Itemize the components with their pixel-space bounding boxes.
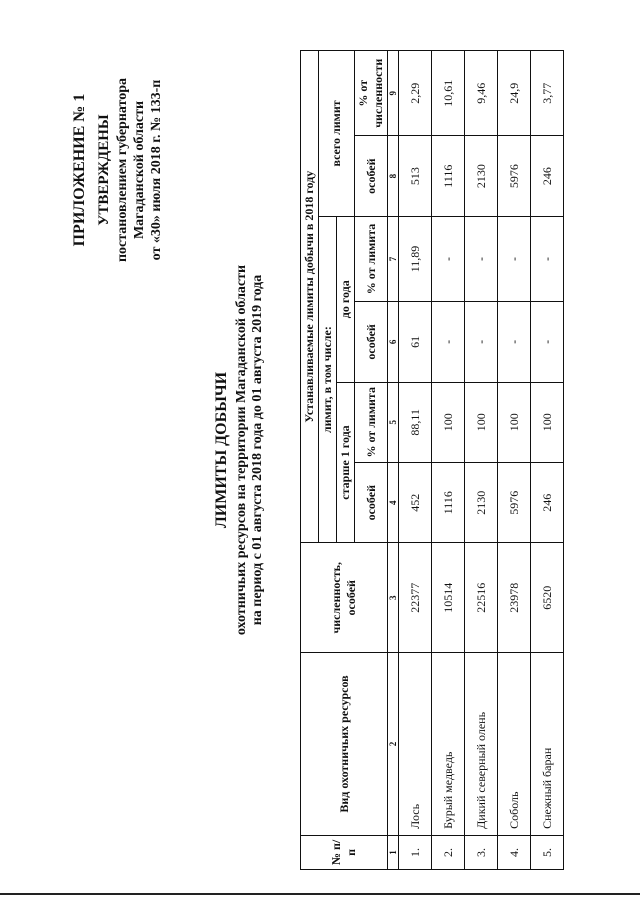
document-subtitle-1: охотничьих ресурсов на территории Магаданской области	[234, 264, 249, 636]
header-total-count: особей	[355, 136, 388, 216]
row-population: 22377	[399, 543, 432, 653]
row-older-pct: 100	[498, 382, 531, 462]
row-num: 1.	[399, 835, 432, 869]
row-population: 22516	[465, 543, 498, 653]
header-total: всего лимит	[319, 51, 355, 217]
header-younger-count: особей	[355, 302, 388, 382]
header-younger: до года	[337, 216, 355, 382]
table-row	[432, 51, 465, 870]
row-younger-pct: 11,89	[399, 216, 432, 301]
header-older-pct: % от лимита	[355, 382, 388, 462]
table-row	[498, 51, 531, 870]
table-row	[465, 51, 498, 870]
document-title: ЛИМИТЫ ДОБЫЧИ	[213, 371, 230, 529]
row-younger-pct: -	[465, 216, 498, 301]
row-num: 4.	[498, 835, 531, 869]
approved-label: УТВЕРЖДЕНЫ	[96, 114, 112, 226]
decree-line: постановлением губернатора	[115, 77, 130, 263]
title-block	[210, 170, 266, 730]
decree-date-line: от «30» июля 2018 г. № 133-п	[149, 79, 164, 261]
row-older-count: 1116	[432, 463, 465, 543]
row-older-pct: 100	[432, 382, 465, 462]
header-younger-pct: % от лимита	[355, 216, 388, 301]
row-num: 2.	[432, 835, 465, 869]
row-total-count: 5976	[498, 136, 531, 216]
approval-block	[70, 50, 165, 290]
row-num: 5.	[531, 835, 564, 869]
row-older-count: 246	[531, 463, 564, 543]
column-number: 9	[388, 51, 399, 136]
column-number: 6	[388, 302, 399, 382]
header-population: численность, особей	[301, 543, 388, 653]
row-num: 3.	[465, 835, 498, 869]
header-older-count: особей	[355, 463, 388, 543]
row-younger-count: 61	[399, 302, 432, 382]
row-older-count: 2130	[465, 463, 498, 543]
header-older: старше 1 года	[337, 382, 355, 543]
column-number: 4	[388, 463, 399, 543]
rotated-sheet	[10, 30, 610, 890]
row-name: Лось	[399, 653, 432, 836]
column-number: 2	[388, 653, 399, 836]
limits-table	[300, 50, 564, 870]
column-number: 3	[388, 543, 399, 653]
header-limits-group: Устанавливаемые лимиты добычи в 2018 году	[301, 51, 319, 543]
row-population: 10514	[432, 543, 465, 653]
column-number: 5	[388, 382, 399, 462]
appendix-label: ПРИЛОЖЕНИЕ № 1	[71, 93, 88, 247]
row-total-pct: 2,29	[399, 51, 432, 136]
row-population: 6520	[531, 543, 564, 653]
row-name: Соболь	[498, 653, 531, 836]
table-row	[531, 51, 564, 870]
row-name: Дикий северный олень	[465, 653, 498, 836]
row-name: Бурый медведь	[432, 653, 465, 836]
header-num: № п/п	[301, 835, 388, 869]
row-older-pct: 100	[465, 382, 498, 462]
document-subtitle-2: на период с 01 августа 2018 года до 01 августа 2019 года	[250, 274, 265, 626]
row-total-pct: 24,9	[498, 51, 531, 136]
column-number: 1	[388, 835, 399, 869]
header-limit-incl: лимит, в том числе:	[319, 216, 337, 543]
column-number: 8	[388, 136, 399, 216]
row-total-pct: 3,77	[531, 51, 564, 136]
row-older-count: 452	[399, 463, 432, 543]
row-older-pct: 100	[531, 382, 564, 462]
row-younger-pct: -	[498, 216, 531, 301]
row-younger-count: -	[498, 302, 531, 382]
row-total-count: 2130	[465, 136, 498, 216]
row-younger-count: -	[432, 302, 465, 382]
row-total-count: 1116	[432, 136, 465, 216]
row-total-pct: 10,61	[432, 51, 465, 136]
row-younger-count: -	[465, 302, 498, 382]
header-type: Вид охотничьих ресурсов	[301, 653, 388, 836]
row-name: Снежный баран	[531, 653, 564, 836]
row-younger-pct: -	[531, 216, 564, 301]
row-population: 23978	[498, 543, 531, 653]
row-older-pct: 88,11	[399, 382, 432, 462]
table-row	[399, 51, 432, 870]
row-total-pct: 9,46	[465, 51, 498, 136]
row-older-count: 5976	[498, 463, 531, 543]
row-total-count: 513	[399, 136, 432, 216]
region-line: Магаданской области	[132, 100, 147, 240]
bottom-divider	[0, 893, 640, 895]
row-total-count: 246	[531, 136, 564, 216]
column-number: 7	[388, 216, 399, 301]
header-total-pct: % от численности	[355, 51, 388, 136]
row-younger-pct: -	[432, 216, 465, 301]
row-younger-count: -	[531, 302, 564, 382]
